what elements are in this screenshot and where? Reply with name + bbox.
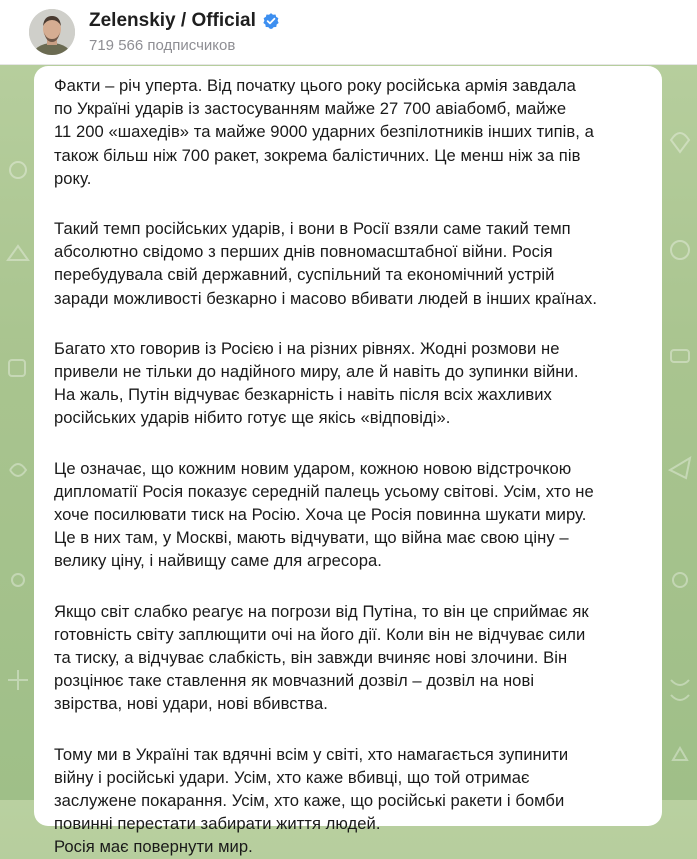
message-text-line: дипломатії Росія показує середній палець усьому світові. Усім, хто не [54, 481, 594, 501]
message-text-line: Росія має повернути мир. [54, 837, 253, 857]
message-paragraph [54, 743, 652, 859]
message-text-line: розцінює таке ставлення як мовчазний дозвіл – дозвіл на нові [54, 671, 535, 691]
message-text-line: Це означає, що кожним новим ударом, кожною новою відстрочкою [54, 458, 572, 478]
verified-check-icon [262, 12, 280, 30]
avatar-photo-icon [29, 9, 75, 55]
message-text-line: Це в них там, у Москві, мають відчувати, що війна має свою ціну – [54, 528, 569, 548]
message-text-line: по Україні ударів із застосуванням майже 27 700 авіабомб, майже [54, 99, 567, 119]
message-text-line: велику ціну, і найвищу саме для агресора. [54, 551, 382, 571]
message-bubble[interactable] [34, 66, 662, 857]
message-text-line: повинні перестати забирати життя людей. [54, 814, 381, 834]
message-text-line: звірства, нові удари, нові вбивства. [54, 694, 328, 714]
message-text-line: Багато хто говорив із Росією і на різних рівнях. Жодні розмови не [54, 338, 560, 358]
message-text-line: російських ударів нібито готує ще якісь «відповіді». [54, 408, 451, 428]
message-text-line: хоче посилювати тиск на Росію. Хоча це Росія повинна шукати миру. [54, 505, 587, 525]
message-text-line: 11 200 «шахедів» та майже 9000 ударних безпілотників інших типів, а [54, 122, 594, 142]
message-text-line: та тиску, а відчуває слабкість, він завжди вчиняє нові злочини. Він [54, 648, 568, 668]
message-text-line: готовність світу заплющити очі на його дії. Коли він не відчуває сили [54, 624, 586, 644]
channel-title[interactable] [89, 10, 280, 32]
message-paragraph [54, 600, 652, 716]
message-text-line: абсолютно свідомо з перших днів повномасштабної війни. Росія [54, 242, 553, 262]
message-text-line: На жаль, Путін відчуває безкарність і навіть після всіх жахливих [54, 385, 552, 405]
message-text-line: перебудувала свій державний, суспільний та економічний устрій [54, 265, 555, 285]
subscriber-count: 719 566 подписчиков [89, 37, 236, 54]
message-text-line: Якщо світ слабко реагує на погрози від Путіна, то він це сприймає як [54, 601, 589, 621]
message-text-line: заслужене покарання. Усім, хто каже, що російські ракети і бомби [54, 791, 565, 811]
message-text-line: року. [54, 168, 92, 188]
message-text-line: також більш ніж 700 ракет, зокрема балістичних. Це менш ніж за пів [54, 145, 581, 165]
message-text-line: Такий темп російських ударів, і вони в Росії взяли саме такий темп [54, 219, 571, 239]
message-text-line: заради можливості безкарно і масово вбивати людей в інших країнах. [54, 288, 598, 308]
background-doodle-left-icon [4, 140, 32, 740]
background-doodle-right-icon [665, 120, 695, 780]
channel-avatar[interactable] [29, 9, 75, 55]
message-text-line: війну і російські удари. Усім, хто каже вбивці, що той отримає [54, 767, 530, 787]
message-text-line: Тому ми в Україні так вдячні всім у світі, хто намагається зупинити [54, 744, 569, 764]
message-paragraph [54, 74, 652, 190]
message-paragraph [54, 217, 652, 310]
message-paragraph [54, 457, 652, 573]
channel-name: Zelenskiy / Official [89, 10, 256, 31]
message-text-line: Факти – річ уперта. Від початку цього року російська армія завдала [54, 76, 576, 95]
channel-header[interactable] [0, 0, 697, 65]
message-text-line: привели не тільки до надійного миру, але й навіть до зупинки війни. [54, 362, 579, 382]
message-paragraph [54, 337, 652, 430]
